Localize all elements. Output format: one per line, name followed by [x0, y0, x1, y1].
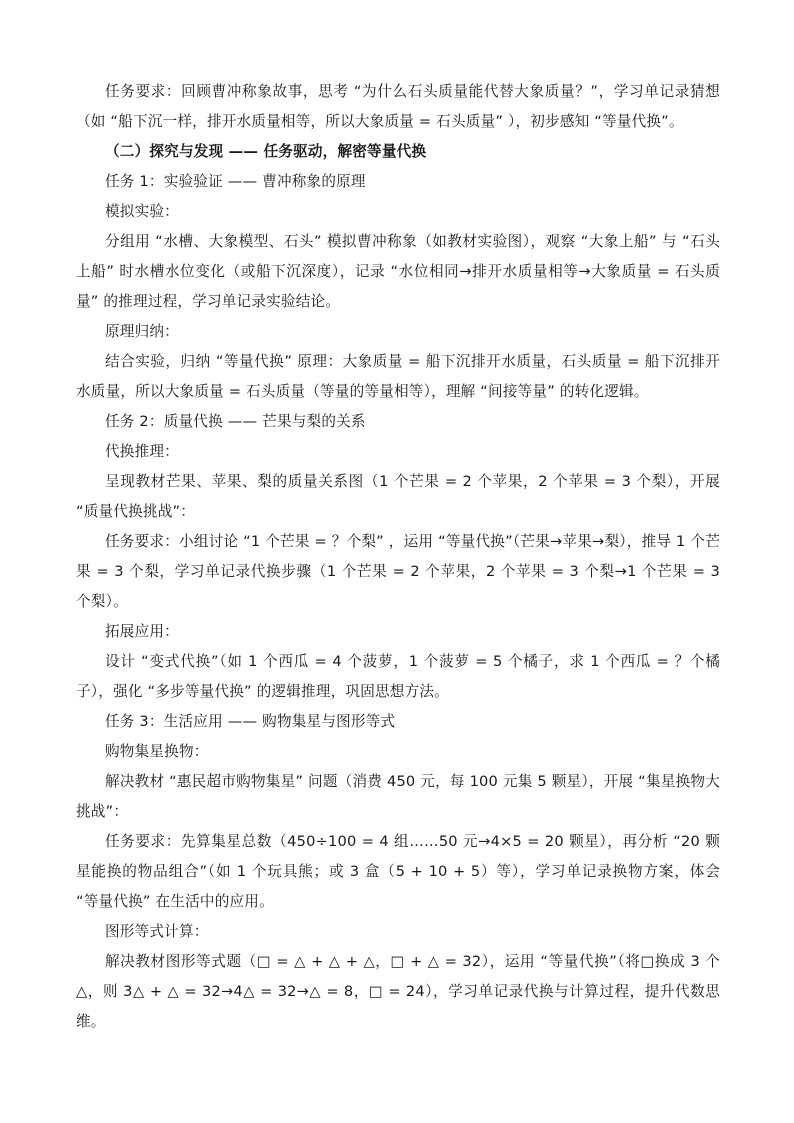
paragraph: 分组用 “水槽、大象模型、石头” 模拟曹冲称象（如教材实验图），观察 “大象上船” 与 “石头上船” 时水槽水位变化（或船下沉深度），记录 “水位相同→排开水质量相等→大象质量 = 石头质量” 的推理过程，学习单记录实验结论。: [76, 233, 720, 310]
subheading: 图形等式计算：: [105, 923, 209, 940]
document-body: [76, 77, 720, 1037]
paragraph: 任务要求：回顾曹冲称象故事，思考 “为什么石头质量能代替大象质量？”，学习单记录猜想（如 “船下沉一样，排开水质量相等，所以大象质量 = 石头质量” ），初步感知 “等量代换”。: [76, 83, 720, 130]
subheading: 模拟实验：: [105, 203, 179, 220]
paragraph: 解决教材图形等式题（□ = △ + △ + △，□ + △ = 32），运用 “等量代换”（将□换成 3 个△，则 3△ + △ = 32→4△ = 32→△ = 8，□ = 24），学习单记录代换与计算过程，提升代数思维。: [76, 953, 720, 1030]
task-title: 任务 1：实验验证 —— 曹冲称象的原理: [105, 173, 366, 190]
paragraph: 解决教材 “惠民超市购物集星” 问题（消费 450 元，每 100 元集 5 颗星），开展 “集星换物大挑战”：: [76, 773, 720, 820]
paragraph: 任务要求：小组讨论 “1 个芒果 = ？个梨” ，运用 “等量代换”（芒果→苹果→梨），推导 1 个芒果 = 3 个梨，学习单记录代换步骤（1 个芒果 = 2 个苹果，2 个苹果 = 3 个梨→1 个芒果 = 3 个梨）。: [76, 533, 720, 610]
task-title: 任务 3：生活应用 —— 购物集星与图形等式: [105, 713, 396, 730]
task-title: 任务 2：质量代换 —— 芒果与梨的关系: [105, 413, 366, 430]
subheading: 拓展应用：: [105, 623, 179, 640]
paragraph: 任务要求：先算集星总数（450÷100 = 4 组……50 元→4×5 = 20 颗星），再分析 “20 颗星能换的物品组合”（如 1 个玩具熊；或 3 盒（5 + 10 + 5）等），学习单记录换物方案，体会 “等量代换” 在生活中的应用。: [76, 833, 720, 910]
section-heading: （二）探究与发现 —— 任务驱动，解密等量代换: [105, 143, 427, 160]
paragraph: 结合实验，归纳 “等量代换” 原理：大象质量 = 船下沉排开水质量，石头质量 = 船下沉排开水质量，所以大象质量 = 石头质量（等量的等量相等），理解 “间接等量” 的转化逻辑。: [76, 353, 720, 400]
paragraph: 呈现教材芒果、苹果、梨的质量关系图（1 个芒果 = 2 个苹果，2 个苹果 = 3 个梨），开展 “质量代换挑战”：: [76, 473, 720, 520]
subheading: 代换推理：: [105, 443, 179, 460]
subheading: 原理归纳：: [105, 323, 179, 340]
subheading: 购物集星换物：: [105, 743, 209, 760]
paragraph: 设计 “变式代换”（如 1 个西瓜 = 4 个菠萝，1 个菠萝 = 5 个橘子，求 1 个西瓜 = ？个橘子），强化 “多步等量代换” 的逻辑推理，巩固思想方法。: [76, 653, 720, 700]
